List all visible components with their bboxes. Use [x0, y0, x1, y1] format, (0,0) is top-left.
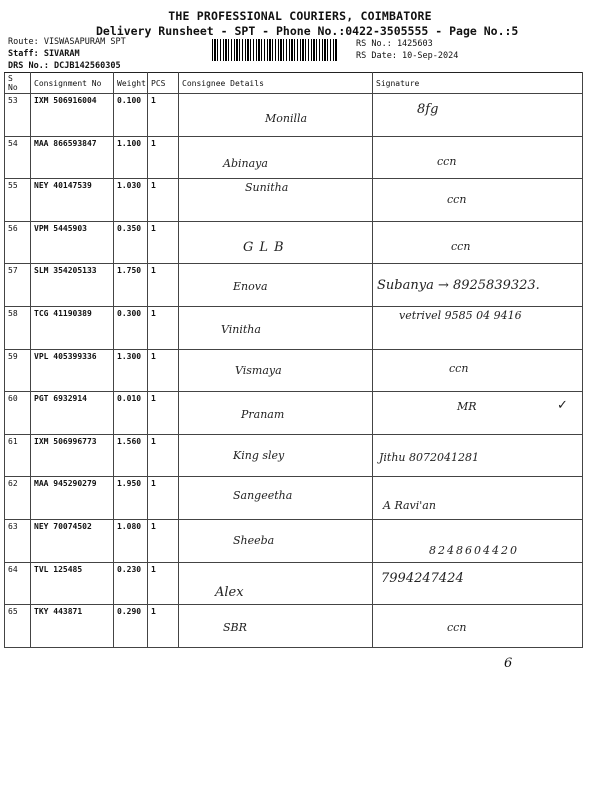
- row-weight: 1.030: [114, 179, 148, 222]
- col-sno: S No: [5, 73, 31, 94]
- row-pcs: 1: [148, 264, 179, 307]
- row-consignee: Abinaya: [223, 156, 268, 170]
- row-weight: 0.010: [114, 392, 148, 435]
- company-title: THE PROFESSIONAL COURIERS, COIMBATORE: [168, 9, 432, 23]
- row-consignee: GLB: [243, 239, 290, 255]
- row-signature: vetrivel 9585 04 9416: [399, 308, 522, 322]
- row-pcs: 1: [148, 349, 179, 392]
- row-sno: 60: [5, 392, 31, 435]
- row-sno: 65: [5, 605, 31, 648]
- row-consignment: MAA 945290279: [31, 477, 114, 520]
- row-signature: ccn: [437, 154, 457, 168]
- col-consignment: Consignment No: [31, 73, 114, 94]
- row-signature: 8fg: [417, 102, 439, 117]
- row-consignment: IXM 506996773: [31, 434, 114, 477]
- staff-label: Staff: SIVARAM: [8, 49, 80, 59]
- row-pcs: 1: [148, 434, 179, 477]
- row-sno: 58: [5, 306, 31, 349]
- row-consignment: PGT 6932914: [31, 392, 114, 435]
- row-sno: 55: [5, 179, 31, 222]
- row-consignee: Vismaya: [235, 363, 282, 377]
- table-row: [5, 392, 583, 435]
- row-consignee: Pranam: [241, 408, 285, 422]
- col-pcs: PCS: [148, 73, 179, 94]
- row-weight: 1.300: [114, 349, 148, 392]
- row-weight: 0.290: [114, 605, 148, 648]
- row-consignee: Monilla: [265, 112, 308, 125]
- table-row: [5, 434, 583, 477]
- row-sno: 56: [5, 221, 31, 264]
- runsheet-title: Delivery Runsheet - SPT - Phone No.:0422-3505555 - Page No.:5: [96, 24, 519, 38]
- check-mark-icon: ✓: [557, 398, 568, 414]
- table-row: [5, 519, 583, 562]
- row-signature: Jithu 8072041281: [379, 450, 479, 464]
- rs-number: RS No.: 1425603: [356, 39, 433, 49]
- row-sno: 59: [5, 349, 31, 392]
- row-consignee: King sley: [233, 448, 285, 462]
- row-consignee: Sunitha: [245, 181, 289, 195]
- table-row: [5, 221, 583, 264]
- row-signature: 7994247424: [381, 570, 464, 586]
- row-sno: 54: [5, 136, 31, 179]
- row-sno: 57: [5, 264, 31, 307]
- table-row: [5, 179, 583, 222]
- row-pcs: 1: [148, 136, 179, 179]
- drs-number: DRS No.: DCJB142560305: [8, 61, 121, 71]
- row-weight: 1.950: [114, 477, 148, 520]
- row-signature: ccn: [447, 621, 467, 635]
- table-header-row: [5, 73, 583, 94]
- row-signature: 8248604420: [429, 543, 519, 557]
- row-signature: ccn: [449, 361, 469, 375]
- row-sno: 53: [5, 94, 31, 137]
- row-consignee: Vinitha: [221, 322, 261, 336]
- row-pcs: 1: [148, 477, 179, 520]
- row-consignee: Enova: [233, 280, 268, 294]
- row-consignee: Alex: [215, 584, 244, 600]
- table-row: [5, 264, 583, 307]
- row-consignment: NEY 70074502: [31, 519, 114, 562]
- row-consignee: Sheeba: [233, 533, 275, 547]
- row-weight: 0.230: [114, 562, 148, 605]
- row-consignee: SBR: [223, 621, 247, 635]
- table-row: [5, 349, 583, 392]
- row-signature: ccn: [451, 239, 471, 253]
- row-weight: 1.080: [114, 519, 148, 562]
- row-consignment: NEY 40147539: [31, 179, 114, 222]
- row-sno: 63: [5, 519, 31, 562]
- row-pcs: 1: [148, 605, 179, 648]
- col-signature: Signature: [373, 73, 583, 94]
- row-weight: 0.100: [114, 94, 148, 137]
- table-row: [5, 605, 583, 648]
- row-pcs: 1: [148, 562, 179, 605]
- row-pcs: 1: [148, 221, 179, 264]
- row-signature: ccn: [447, 193, 467, 207]
- row-sno: 61: [5, 434, 31, 477]
- table-row: [5, 306, 583, 349]
- row-pcs: 1: [148, 306, 179, 349]
- row-consignment: MAA 866593847: [31, 136, 114, 179]
- row-consignment: TCG 41190389: [31, 306, 114, 349]
- row-pcs: 1: [148, 519, 179, 562]
- row-weight: 0.350: [114, 221, 148, 264]
- col-consignee: Consignee Details: [179, 73, 373, 94]
- row-sno: 62: [5, 477, 31, 520]
- table-row: [5, 136, 583, 179]
- row-weight: 1.100: [114, 136, 148, 179]
- row-pcs: 1: [148, 392, 179, 435]
- barcode: [212, 39, 338, 61]
- row-consignment: VPM 5445903: [31, 221, 114, 264]
- row-consignment: TVL 125485: [31, 562, 114, 605]
- route-label: Route: VISWASAPURAM SPT: [8, 37, 126, 47]
- row-signature: Subanya → 8925839323.: [377, 278, 540, 294]
- row-pcs: 1: [148, 179, 179, 222]
- row-consignee: Sangeetha: [233, 489, 293, 503]
- table-row: [5, 477, 583, 520]
- row-consignment: VPL 405399336: [31, 349, 114, 392]
- row-consignment: SLM 354205133: [31, 264, 114, 307]
- row-consignment: IXM 506916004: [31, 94, 114, 137]
- row-pcs: 1: [148, 94, 179, 137]
- row-weight: 1.560: [114, 434, 148, 477]
- page-mark: 6: [504, 656, 513, 671]
- runsheet-table: [4, 72, 583, 648]
- row-weight: 0.300: [114, 306, 148, 349]
- table-row: [5, 562, 583, 605]
- row-signature: MR: [457, 400, 477, 414]
- row-consignment: TKY 443871: [31, 605, 114, 648]
- table-row: [5, 94, 583, 137]
- rs-date: RS Date: 10-Sep-2024: [356, 51, 459, 61]
- row-signature: A Ravi'an: [383, 499, 436, 513]
- row-weight: 1.750: [114, 264, 148, 307]
- col-weight: Weight: [114, 73, 148, 94]
- row-sno: 64: [5, 562, 31, 605]
